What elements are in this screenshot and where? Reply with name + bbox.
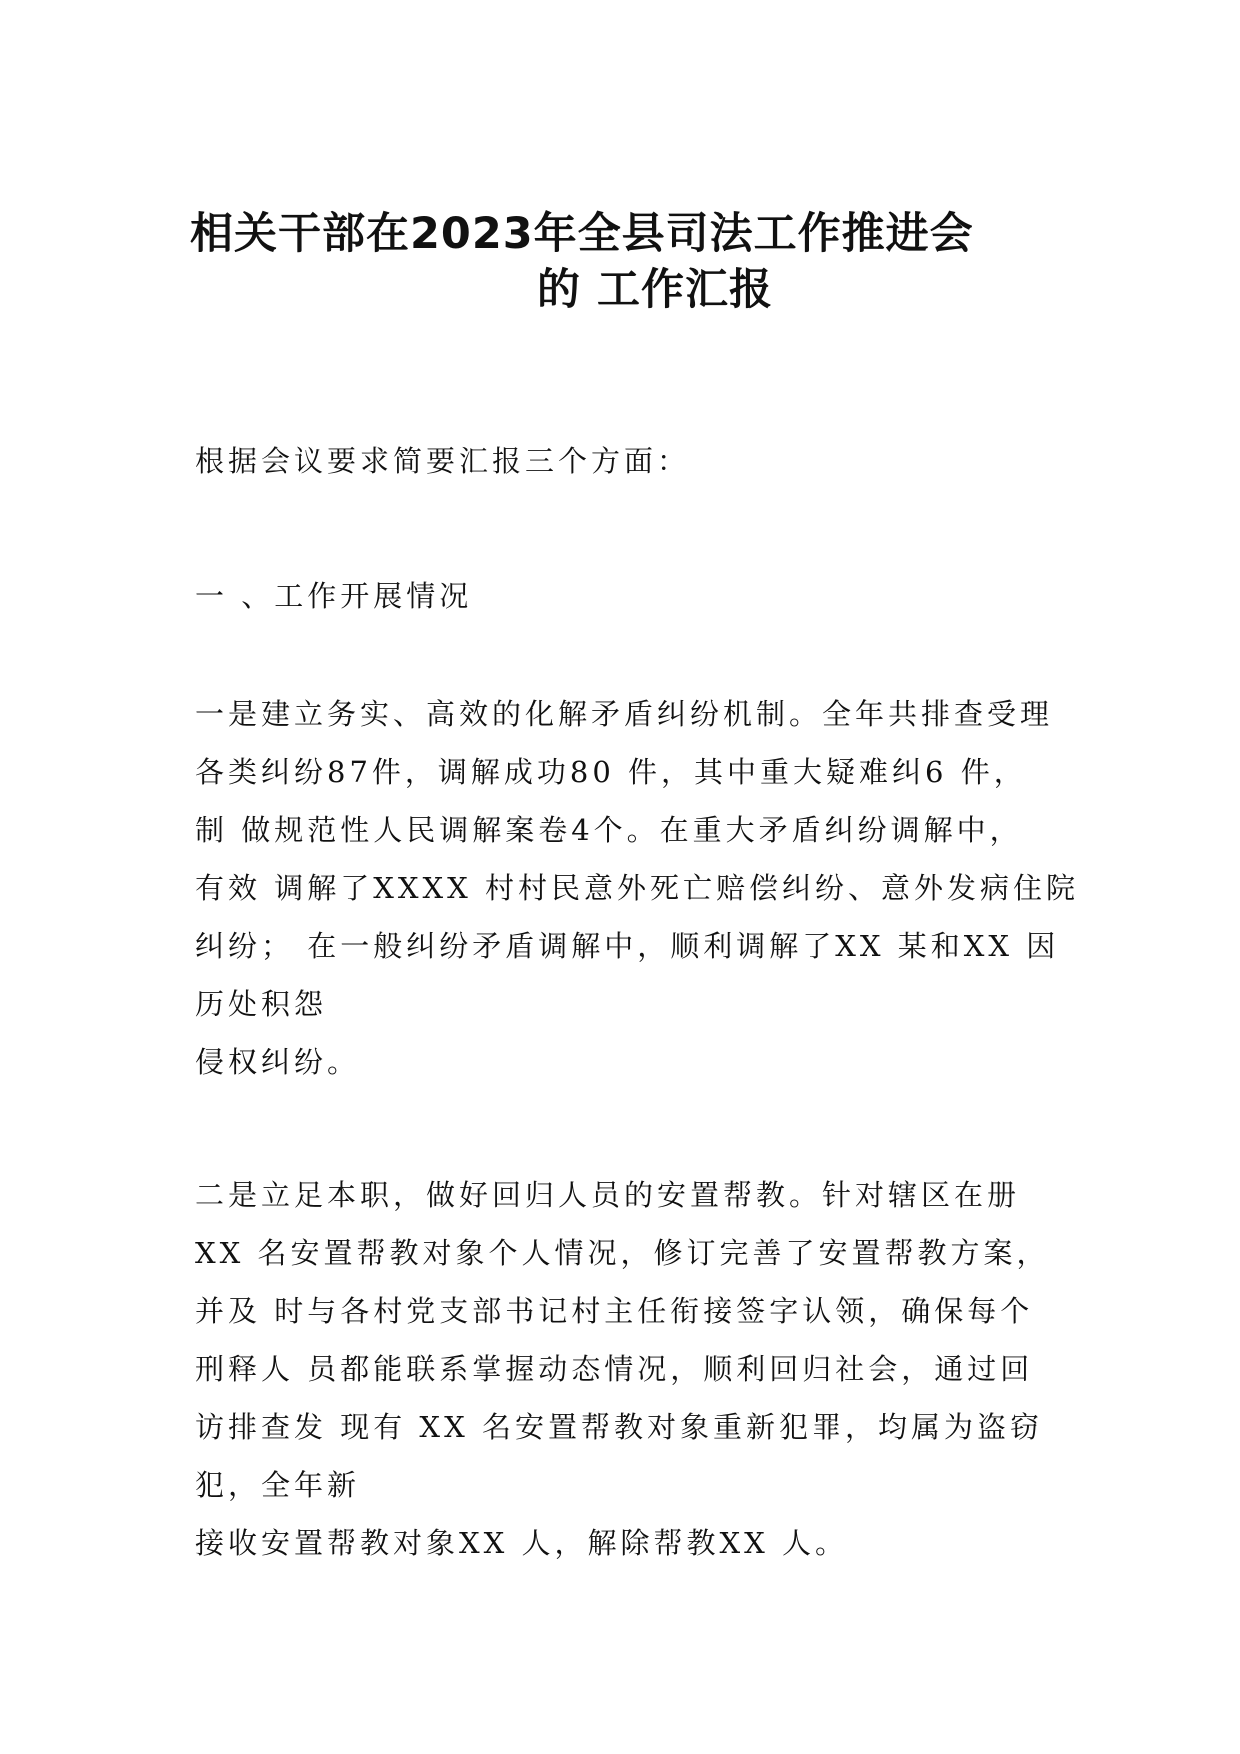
paragraph-2-line: 接收安置帮教对象XX 人，解除帮教XX 人。	[195, 1526, 849, 1560]
paragraph-1	[195, 685, 1080, 1091]
intro-line: 根据会议要求简要汇报三个方面：	[195, 444, 691, 478]
intro-text	[195, 432, 1065, 490]
title-line-2: 的 工作汇报	[537, 265, 773, 315]
paragraph-1-line: 一是建立务实、高效的化解矛盾纠纷机制。全年共排查受理	[195, 697, 1054, 731]
paragraph-2	[195, 1166, 1065, 1572]
paragraph-1-line: 纠纷； 在一般纠纷矛盾调解中，顺利调解了XX 某和XX 因	[195, 929, 1060, 963]
section-heading	[195, 567, 1065, 625]
paragraph-1-line: 有效 调解了XXXX 村村民意外死亡赔偿纠纷、意外发病住院	[195, 871, 1080, 905]
paragraph-2-line: 刑释人 员都能联系掌握动态情况，顺利回归社会，通过回	[195, 1352, 1034, 1386]
section-heading-text: 一 、工作开展情况	[195, 579, 473, 613]
document-title	[190, 206, 1070, 318]
paragraph-2-line: 二是立足本职，做好回归人员的安置帮教。针对辖区在册	[195, 1178, 1021, 1212]
paragraph-2-line: XX 名安置帮教对象个人情况，修订完善了安置帮教方案，	[195, 1236, 1050, 1270]
paragraph-1-line: 制 做规范性人民调解案卷4个。在重大矛盾纠纷调解中，	[195, 813, 1023, 847]
paragraph-1-line: 各类纠纷87件，调解成功80 件，其中重大疑难纠6 件，	[195, 755, 1027, 789]
paragraph-2-line: 并及 时与各村党支部书记村主任衔接签字认领，确保每个	[195, 1294, 1034, 1328]
paragraph-2-line: 犯，全年新	[195, 1468, 361, 1502]
paragraph-1-line: 侵权纠纷。	[195, 1045, 361, 1079]
paragraph-2-line: 访排查发 现有 XX 名安置帮教对象重新犯罪，均属为盗窃	[195, 1410, 1043, 1444]
title-line-1: 相关干部在2023年全县司法工作推进会	[190, 209, 974, 259]
paragraph-1-line: 历处积怨	[195, 987, 328, 1021]
